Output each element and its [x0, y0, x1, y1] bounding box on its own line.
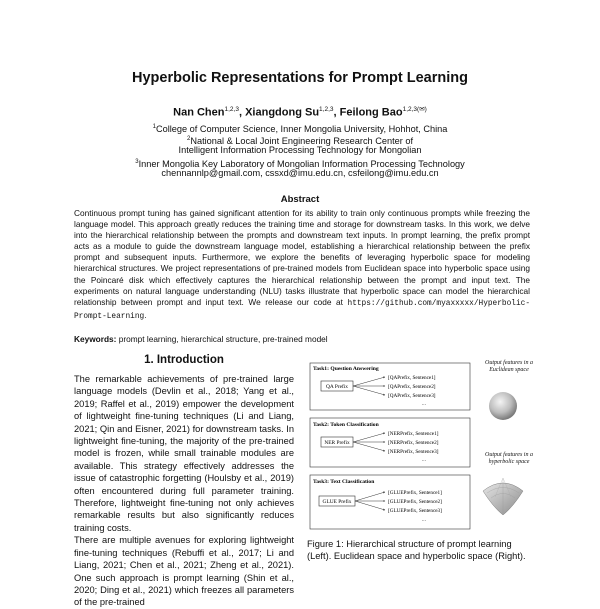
- author-marks: 1,2,3(✉): [402, 106, 427, 113]
- input-row: [QAPrefix, Sentence2]: [388, 384, 436, 390]
- author-name: Nan Chen: [173, 106, 225, 119]
- ellipsis: ...: [422, 401, 426, 407]
- paper-title: Hyperbolic Representations for Prompt Learning: [132, 70, 468, 86]
- author-list: [0, 105, 600, 119]
- prefix-label: GLUE Prefix: [322, 499, 352, 505]
- intro-column: [74, 373, 294, 609]
- arrow-line: [355, 501, 385, 510]
- ellipsis: ...: [422, 517, 426, 523]
- intro-paragraph: There are multiple avenues for exploring lightweight fine-tuning techniques (Rebuffi et al., 2017; Li and Liang, 2021; Chen et al., 2021; Zheng et al., 2021). One such approach is prompt learning (Shin et al., 2020; Ding et al., 2021) which freezes all parameters of the pre-trained: [74, 535, 294, 608]
- arrow-line: [353, 377, 385, 386]
- author-separator: ,: [238, 106, 246, 119]
- abstract-end: .: [144, 309, 147, 320]
- author-emails: chennannlp@gmail.com, cssxd@imu.edu.cn, csfeilong@imu.edu.cn: [161, 168, 439, 178]
- prefix-label: NER Prefix: [324, 440, 350, 446]
- author-name: Xiangdong Su: [245, 106, 320, 119]
- input-row: [GLUEPrefix, Sentence2]: [388, 499, 442, 505]
- task-panel-3: [310, 475, 470, 529]
- affiliation-mark: 3: [135, 158, 139, 165]
- section-title: 1. Introduction: [144, 354, 224, 366]
- euclidean-sphere: [489, 392, 517, 420]
- affiliation-text: Inner Mongolia Key Laboratory of Mongolian Information Processing Technology: [138, 158, 465, 169]
- input-row: [QAPrefix, Sentence1]: [388, 375, 436, 381]
- author-name: Feilong Bao: [339, 106, 403, 119]
- author-marks: 1,2,3: [224, 106, 239, 113]
- arrow-line: [353, 386, 385, 395]
- euclidean-note: Output features in a Euclidean space: [485, 360, 533, 373]
- code-link[interactable]: https://github.com/myaxxxxx/Hyperbolic-Prompt-Learning: [74, 299, 530, 321]
- abstract-heading: Abstract: [280, 194, 320, 205]
- input-row: [QAPrefix, Sentence3]: [388, 393, 436, 399]
- abstract-body: [74, 208, 530, 323]
- affiliation-mark: 1: [152, 124, 156, 130]
- input-row: [NERPrefix, Sentence3]: [388, 449, 439, 455]
- keywords-label: Keywords:: [74, 334, 117, 344]
- prefix-label: QA Prefix: [325, 384, 349, 390]
- ellipsis: ...: [422, 457, 426, 463]
- affiliation-mark: 2: [186, 135, 191, 142]
- input-row: [GLUEPrefix, Sentence1]: [388, 490, 442, 496]
- input-row: [GLUEPrefix, Sentence3]: [388, 508, 442, 514]
- input-row: [NERPrefix, Sentence2]: [388, 440, 439, 446]
- keywords-line: [74, 334, 328, 344]
- affiliation-line: [0, 145, 600, 157]
- arrow-line: [353, 442, 385, 451]
- arrow-line: [353, 433, 385, 442]
- affiliation-text: National & Local Joint Engineering Research Center of: [190, 135, 413, 146]
- abstract-text: Continuous prompt tuning has gained significant attention for its ability to train only continuous prompts while freezing the language model. This approach greatly reduces the training time and storage for downstream tasks. In this work, we delve into the hierarchical relationship between the prompts and downstream text inputs. In prompt learning, the prefix prompt acts as a module to guide the downstream language model, establishing a hierarchical relationship between the prefix prompt and subsequent inputs. Furthermore, we explore the benefits of leveraging hyperbolic space for modeling hierarchical structures. We project representations of pre-trained models from Euclidean space into hyperbolic space using the Poincaré disk which effectively captures the hierarchical relationship between the prompt and input text. The experiments on natural language understanding (NLU) tasks illustrate that hyperbolic space can model the hierarchical relationship between prompt and input text. We release our code at: [74, 208, 530, 307]
- figure-diagram: [307, 357, 532, 532]
- task-title: Task1: Question Answering: [313, 366, 379, 372]
- keywords-text: prompt learning, hierarchical structure, pre-trained model: [118, 334, 328, 344]
- arrow-line: [355, 492, 385, 501]
- input-row: [NERPrefix, Sentence1]: [388, 431, 439, 437]
- figure-caption: Figure 1: Hierarchical structure of prompt learning (Left). Euclidean space and hyperbolic space (Right).: [307, 539, 526, 562]
- task-panel-2: [310, 418, 470, 467]
- author-marks: 1,2,3: [319, 106, 334, 113]
- intro-paragraph: The remarkable achievements of pre-trained large language models (Devlin et al., 2018; Yang et al., 2019; Raffel et al., 2019) empower the development of lightweight fine-tuning techniques (Li and Liang, 2021; Qin and Eisner, 2021) for downstream tasks. In lightweight fine-tuning, the majority of the pre-trained model is frozen, while small trainable modules are available. This strategy effectively addresses the issue of catastrophic forgetting (Houlsby et al., 2019) often encountered during full parameter training. Therefore, lightweight fine-tuning not only achieves remarkable results but also significantly reduces training costs.: [74, 374, 294, 533]
- task-title: Task3: Text Classification: [313, 479, 375, 485]
- hyperbolic-surface: [483, 478, 523, 515]
- task-title: Task2: Token Classification: [313, 422, 379, 428]
- affiliation-text: Intelligent Information Processing Technology for Mongolian: [178, 145, 422, 155]
- task-panel-1: [310, 363, 470, 410]
- hyperbolic-note: Output features in a hyperbolic space: [485, 452, 533, 465]
- affiliation-text: College of Computer Science, Inner Mongolia University, Hohhot, China: [155, 124, 448, 135]
- author-separator: ,: [333, 106, 340, 119]
